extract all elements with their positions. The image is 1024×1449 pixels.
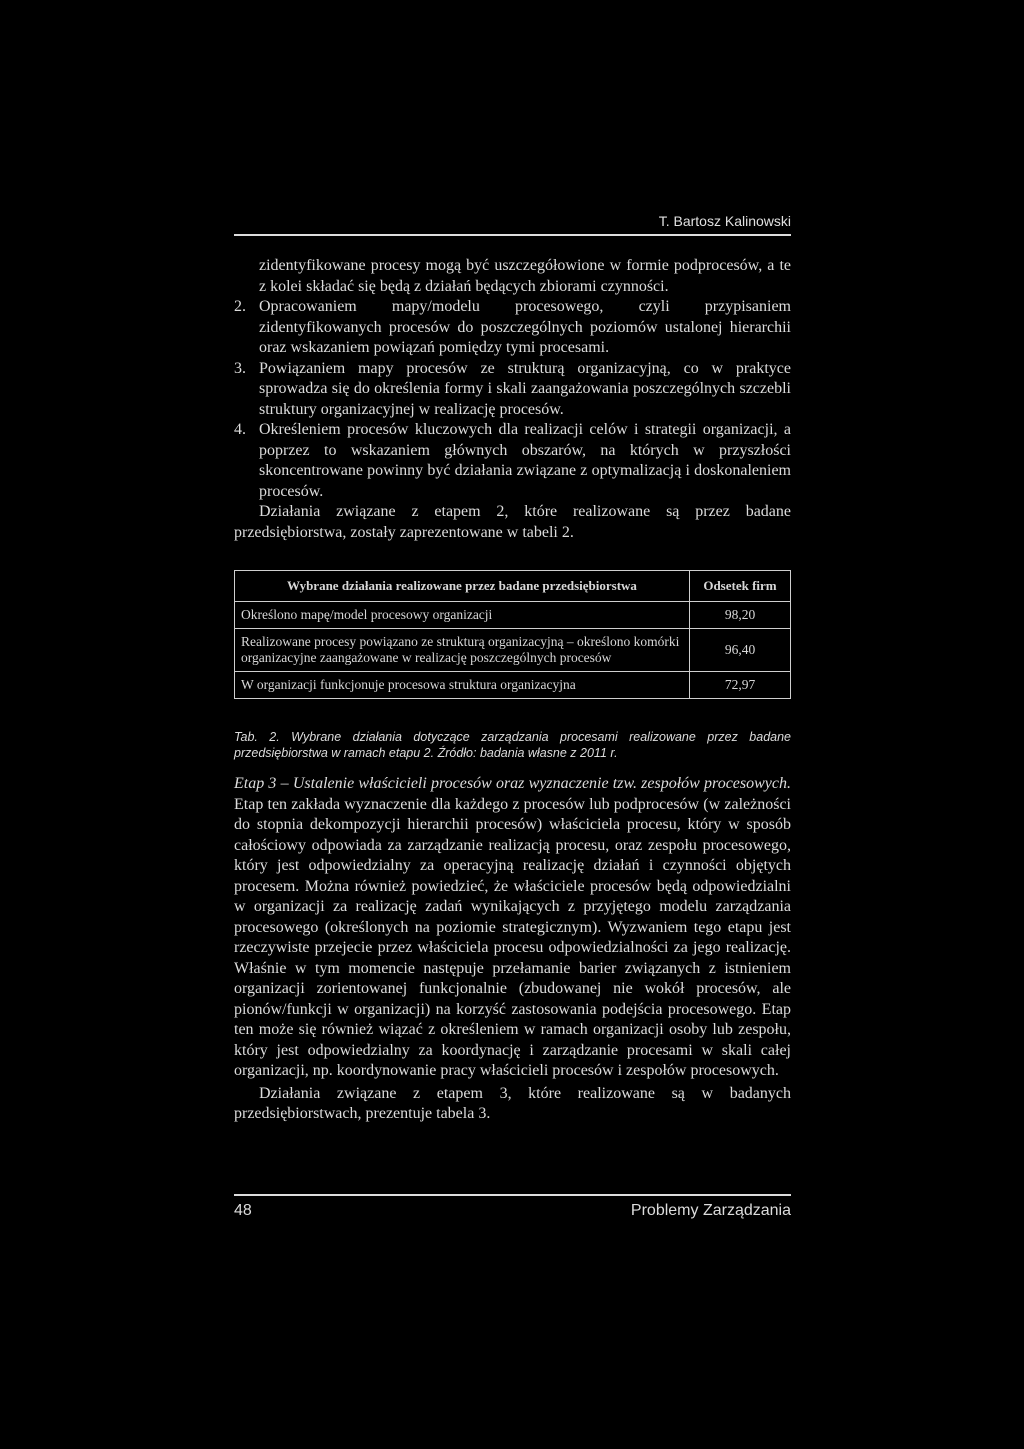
table-2 xyxy=(234,570,791,699)
table-caption: Tab. 2. Wybrane działania dotyczące zarządzania procesami realizowane przez badane przedsiębiorstwa w ramach etapu 2. Źródło: badania własne z 2011 r. xyxy=(234,730,791,760)
list-item-number: 3. xyxy=(234,359,246,377)
list-item-text: Opracowaniem mapy/modelu procesowego, czyli przypisaniem zidentyfikowanych procesów do poszczególnych poziomów ustalonej hierarchii oraz wskazaniem powiązań pomiędzy tymi procesami. xyxy=(259,298,791,356)
list-item-number: 2. xyxy=(234,298,246,315)
table-cell-value: 72,97 xyxy=(690,672,791,699)
closing-paragraph: Działania związane z etapem 3, które realizowane są w badanych przedsiębiorstwach, prezentuje tabela 3. xyxy=(234,1084,791,1122)
table-header-percent: Odsetek firm xyxy=(690,571,791,602)
table-row xyxy=(235,672,791,699)
list-intro-continuation: zidentyfikowane procesy mogą być uszczegółowione w formie podprocesów, a te z kolei składać się będą z działań będących zbiorami czynności. xyxy=(259,257,791,295)
section-paragraph xyxy=(234,774,791,1082)
list-item-number: 4. xyxy=(234,421,246,438)
footer-rule xyxy=(234,1194,791,1196)
table-cell-label: W organizacji funkcjonuje procesowa struktura organizacyjna xyxy=(235,672,690,699)
list-item xyxy=(234,359,791,421)
page-number: 48 xyxy=(234,1202,252,1219)
table-header-row xyxy=(235,571,791,602)
table-cell-value: 98,20 xyxy=(690,602,791,629)
header-rule xyxy=(234,234,791,236)
table-row xyxy=(235,629,791,672)
list-item-text: Powiązaniem mapy procesów ze strukturą organizacyjną, co w praktyce sprowadza się do określenia formy i skali zaangażowania poszczególnych szczebli struktury organizacyjnej w realizację procesów. xyxy=(259,359,791,418)
journal-name: Problemy Zarządzania xyxy=(630,1202,791,1219)
numbered-list xyxy=(234,256,791,543)
list-item xyxy=(234,297,791,359)
table-cell-label: Określono mapę/model procesowy organizacji xyxy=(235,602,690,629)
table-header-activity: Wybrane działania realizowane przez badane przedsiębiorstwa xyxy=(235,571,690,602)
table-row xyxy=(235,602,791,629)
table-cell-label: Realizowane procesy powiązano ze strukturą organizacyjną – określono komórki organizacyjne zaangażowane w realizację poszczególnych procesów xyxy=(235,629,690,672)
list-after-paragraph: Działania związane z etapem 2, które realizowane są przez badane przedsiębiorstwa, zostały zaprezentowane w tabeli 2. xyxy=(234,503,791,541)
running-head-author: T. Bartosz Kalinowski xyxy=(658,213,791,229)
list-item-text: Określeniem procesów kluczowych dla realizacji celów i strategii organizacji, a poprzez to wskazaniem głównych obszarów, na których w przyszłości skoncentrowane powinny być działania związane z optymalizacją i doskonaleniem procesów. xyxy=(259,421,791,500)
section-heading: Etap 3 – Ustalenie właścicieli procesów oraz wyznaczenie tzw. zespołów procesowych. xyxy=(234,775,791,792)
section-body: Etap ten zakłada wyznaczenie dla każdego z procesów lub podprocesów (w zależności do stopnia dekompozycji hierarchii procesów) właściciela procesu, który w sposób całościowy odpowiada za zarządzanie realizacją procesu, oraz zespołu procesowego, który jest odpowiedzialny za operacyjną realizację działań i czynności objętych procesem. Można również powiedzieć, że właściciele procesów będą odpowiedzialni w organizacji za realizację zadań wynikających z przyjętego modelu zarządzania procesowego (określonych na poziomie strategicznym). Wyzwaniem tego etapu jest rzeczywiste przejecie przez właściciela procesu odpowiedzialności za jego realizację. Właśnie w tym momencie następuje przełamanie barier związanych z istnieniem organizacji zorientowanej funkcjonalnie (zbudowanej nie wokół procesów, ale pionów/funkcji w organizacji) na korzyść zastosowania podejścia procesowego. Etap ten może się również wiązać z określeniem w ramach organizacji osoby lub zespołu, który jest odpowiedzialny za koordynację i zarządzanie procesami w skali całej organizacji, np. koordynowanie pracy właścicieli procesów i zespołów procesowych. xyxy=(234,795,791,1079)
table-cell-value: 96,40 xyxy=(690,629,791,672)
list-item xyxy=(234,420,791,502)
page-footer xyxy=(234,1202,791,1220)
section-etap-3 xyxy=(234,774,791,1125)
